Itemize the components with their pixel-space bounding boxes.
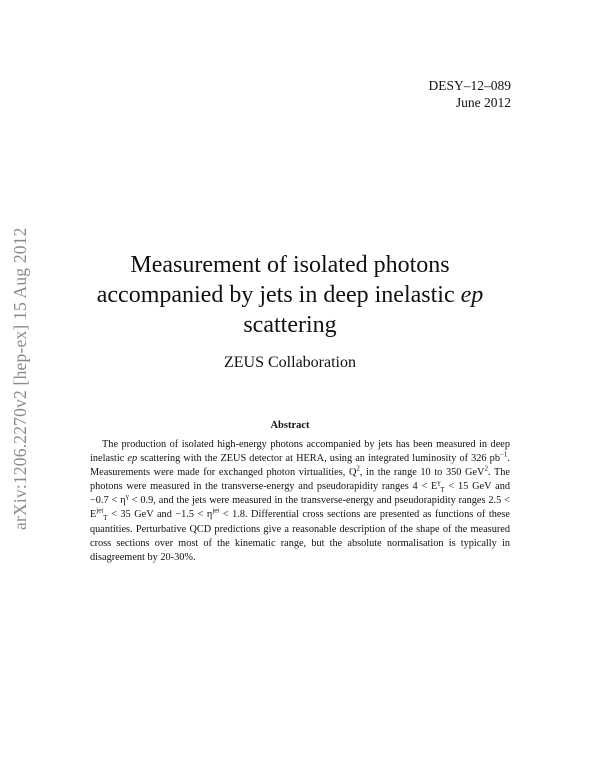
authors: ZEUS Collaboration [224,354,356,371]
report-number: DESY–12–089 [428,78,511,93]
title-ep: ep [460,282,484,308]
abstract-sup-gamma-2: γ [125,492,129,501]
abstract-sup-jet-1: jet [96,507,104,516]
abstract-sub-t-1: T [440,486,445,495]
abstract-exp-3: 2 [484,464,488,473]
arxiv-stamp: arXiv:1206.2270v2 [hep-ex] 15 Aug 2012 [10,227,30,530]
abstract-ep: ep [127,453,138,465]
abstract-sup-gamma-1: γ [437,478,441,487]
report-date: June 2012 [455,95,511,110]
title-line-3: scattering [243,312,337,338]
abstract-text-2: scattering with the ZEUS detector at HERA, using an integrated luminosity of 326 pb [137,453,500,465]
abstract-text-9: < 1.8. Differential cross sections are presented as functions of these quantities. Perturbative QCD predictions give a reasonable description of the shape of the measured cross sections over most of the kinematic range, but the absolute normalisation is typically in disagreement by 20-30%. [90,509,510,563]
abstract-text-6: < 15 GeV and −0.7 < η [90,481,510,507]
abstract-text-3: . Measurements were made for exchanged photon virtualities, Q [90,453,510,479]
abstract-text-5: . The photons were measured in the transverse-energy and pseudorapidity ranges 4 < E [90,467,510,493]
abstract-exp-1: −1 [499,450,508,459]
abstract-heading: Abstract [270,420,310,431]
abstract-body [90,438,510,565]
abstract-sub-t-2: T [103,514,108,523]
title-line-1: Measurement of isolated photons [130,252,450,278]
abstract-exp-2: 2 [356,464,360,473]
abstract-text-1: The production of isolated high-energy photons accompanied by jets has been measured in deep inelastic [90,439,510,465]
abstract-text-8: < 35 GeV and −1.5 < η [107,509,213,521]
abstract-text-4: , in the range 10 to 350 GeV [359,467,485,479]
report-info [428,77,511,111]
paper-title [40,250,540,340]
abstract-sup-jet-2: jet [212,507,220,516]
title-line-2 [40,280,540,310]
title-line-2-text: accompanied by jets in deep inelastic [96,282,461,308]
abstract-text-7: < 0.9, and the jets were measured in the transverse-energy and pseudorapidity ranges 2.5 < E [90,495,510,521]
